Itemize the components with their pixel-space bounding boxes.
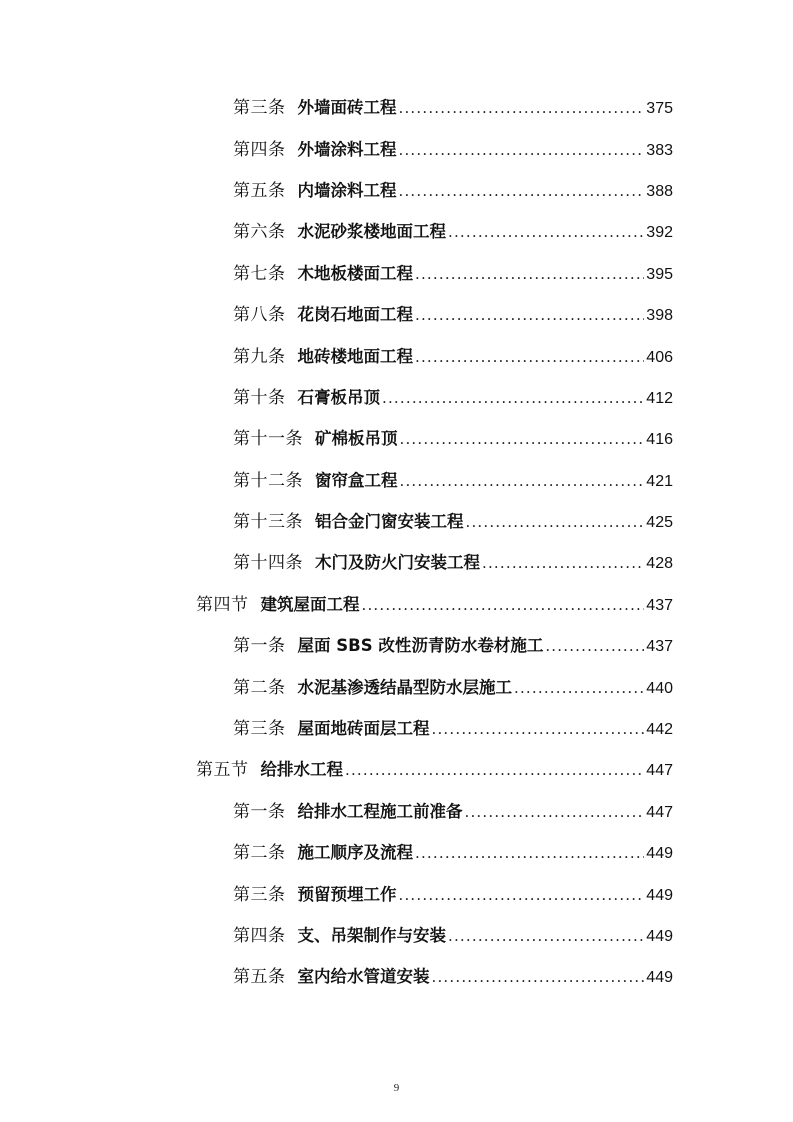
toc-section-title: 建筑屋面工程: [260, 594, 360, 614]
toc-entry-title: 地砖楼地面工程: [297, 346, 413, 366]
toc-entry[interactable]: [0, 171, 793, 212]
dot-leader: [415, 843, 644, 863]
dot-leader: [465, 802, 645, 822]
toc-entry-number: 第十一条: [233, 429, 303, 450]
toc-entry-number: 第十三条: [233, 512, 303, 533]
toc-entry[interactable]: [0, 212, 793, 253]
toc-entry-page: 375: [646, 100, 673, 118]
toc-entry-page: 437: [646, 638, 673, 656]
toc-entry-number: 第一条: [233, 801, 286, 822]
toc-entry-page: 449: [646, 886, 673, 904]
toc-entry-title: 窗帘盒工程: [315, 470, 398, 490]
toc-entry[interactable]: [0, 378, 793, 419]
toc-entry[interactable]: [0, 667, 793, 708]
dot-leader: [399, 181, 645, 201]
toc-entry[interactable]: [0, 254, 793, 295]
dot-leader: [362, 595, 645, 615]
dot-leader: [400, 471, 645, 491]
dot-leader: [448, 926, 644, 946]
toc-entry-page: 416: [646, 431, 673, 449]
toc-entry-page: 425: [646, 514, 673, 532]
dot-leader: [399, 885, 645, 905]
dot-leader: [514, 678, 644, 698]
toc-entry-page: 406: [646, 348, 673, 366]
toc-entry[interactable]: [0, 833, 793, 874]
toc-entry[interactable]: [0, 957, 793, 998]
toc-entry-title: 室内给水管道安装: [297, 967, 430, 987]
toc-entry-title: 施工顺序及流程: [297, 843, 413, 863]
toc-section-number: 第五节: [196, 760, 249, 781]
toc-entry-title: 预留预埋工作: [297, 884, 397, 904]
toc-entry-title: 给排水工程施工前准备: [297, 801, 463, 821]
toc-entry-page: 398: [646, 307, 673, 325]
toc-entry-number: 第五条: [233, 180, 286, 201]
toc-entry-title: 石膏板吊顶: [297, 387, 380, 407]
toc-entry-page: 440: [646, 679, 673, 697]
toc-entry-title: 外墙涂料工程: [297, 139, 397, 159]
toc-section-page: 447: [646, 762, 673, 780]
toc-entry-number: 第八条: [233, 305, 286, 326]
dot-leader: [415, 347, 644, 367]
toc-entry[interactable]: [0, 709, 793, 750]
dot-leader: [415, 264, 644, 284]
toc-entry-number: 第四条: [233, 926, 286, 946]
dot-leader: [399, 98, 645, 118]
toc-entry-page: 449: [646, 928, 673, 945]
dot-leader: [432, 719, 645, 739]
toc-entry-page: 392: [646, 224, 673, 242]
toc-entry-page: 449: [646, 845, 673, 863]
dot-leader: [432, 967, 645, 987]
toc-entry-title: 铝合金门窗安装工程: [315, 512, 464, 532]
toc-entry-number: 第十条: [233, 387, 286, 408]
toc-entry-page: 442: [646, 721, 673, 739]
toc-entry[interactable]: [0, 336, 793, 377]
toc-entry-page: 449: [646, 969, 673, 987]
toc-section-page: 437: [646, 596, 673, 614]
toc-entry[interactable]: [0, 916, 793, 957]
toc-entry[interactable]: [0, 874, 793, 915]
toc-entry-title: 花岗石地面工程: [297, 305, 413, 325]
toc-entry-number: 第六条: [233, 222, 286, 243]
toc-entry-number: 第二条: [233, 843, 286, 864]
toc-section[interactable]: [0, 750, 793, 791]
dot-leader: [466, 512, 645, 532]
dot-leader: [345, 760, 644, 780]
toc-entry-page: 383: [646, 141, 673, 159]
toc-entry[interactable]: [0, 502, 793, 543]
toc-entry-number: 第三条: [233, 884, 286, 905]
toc-entry-title: 木地板楼面工程: [297, 263, 413, 283]
dot-leader: [399, 140, 645, 160]
toc-entry-number: 第三条: [233, 98, 286, 119]
toc-entry-title: 水泥砂浆楼地面工程: [297, 222, 446, 242]
toc-entry-number: 第三条: [233, 719, 286, 740]
toc-entry-page: 428: [646, 555, 673, 573]
toc-entry-title: 屋面 SBS 改性沥青防水卷材施工: [297, 636, 544, 656]
toc-entry-number: 第二条: [233, 677, 286, 698]
toc-entry[interactable]: [0, 129, 793, 170]
toc-entry-title: 矿棉板吊顶: [315, 429, 398, 449]
dot-leader: [415, 305, 644, 325]
toc-entry-title: 水泥基渗透结晶型防水层施工: [297, 677, 512, 697]
toc-entry-title: 木门及防火门安装工程: [315, 553, 480, 573]
toc-entry[interactable]: [0, 461, 793, 502]
dot-leader: [448, 222, 644, 242]
toc-entry-title: 屋面地砖面层工程: [297, 719, 430, 739]
toc-entry[interactable]: [0, 626, 793, 667]
toc-entry-number: 第十二条: [233, 470, 303, 491]
dot-leader: [545, 636, 644, 656]
toc-entry-number: 第一条: [233, 636, 286, 657]
toc-entry[interactable]: [0, 419, 793, 460]
table-of-contents: [0, 88, 793, 999]
toc-entry-page: 395: [646, 265, 673, 283]
toc-section[interactable]: [0, 585, 793, 626]
toc-entry-number: 第四条: [233, 139, 286, 160]
toc-entry-page: 421: [646, 472, 673, 490]
toc-entry-number: 第十四条: [233, 553, 303, 574]
toc-entry[interactable]: [0, 543, 793, 584]
page-number: 9: [393, 1082, 400, 1094]
toc-entry-title: 外墙面砖工程: [297, 98, 397, 118]
toc-entry[interactable]: [0, 792, 793, 833]
dot-leader: [400, 429, 645, 449]
dot-leader: [482, 553, 644, 573]
toc-entry-page: 388: [646, 182, 673, 200]
toc-entry-number: 第五条: [233, 967, 286, 988]
dot-leader: [382, 388, 644, 408]
toc-section-number: 第四节: [196, 594, 249, 615]
toc-entry-title: 支、吊架制作与安装: [297, 926, 446, 945]
toc-entry-title: 内墙涂料工程: [297, 180, 397, 200]
toc-entry[interactable]: [0, 88, 793, 129]
toc-entry[interactable]: [0, 295, 793, 336]
toc-entry-page: 412: [646, 389, 673, 407]
toc-entry-number: 第七条: [233, 263, 286, 284]
toc-entry-page: 447: [646, 803, 673, 821]
toc-entry-number: 第九条: [233, 346, 286, 367]
toc-section-title: 给排水工程: [260, 760, 343, 780]
